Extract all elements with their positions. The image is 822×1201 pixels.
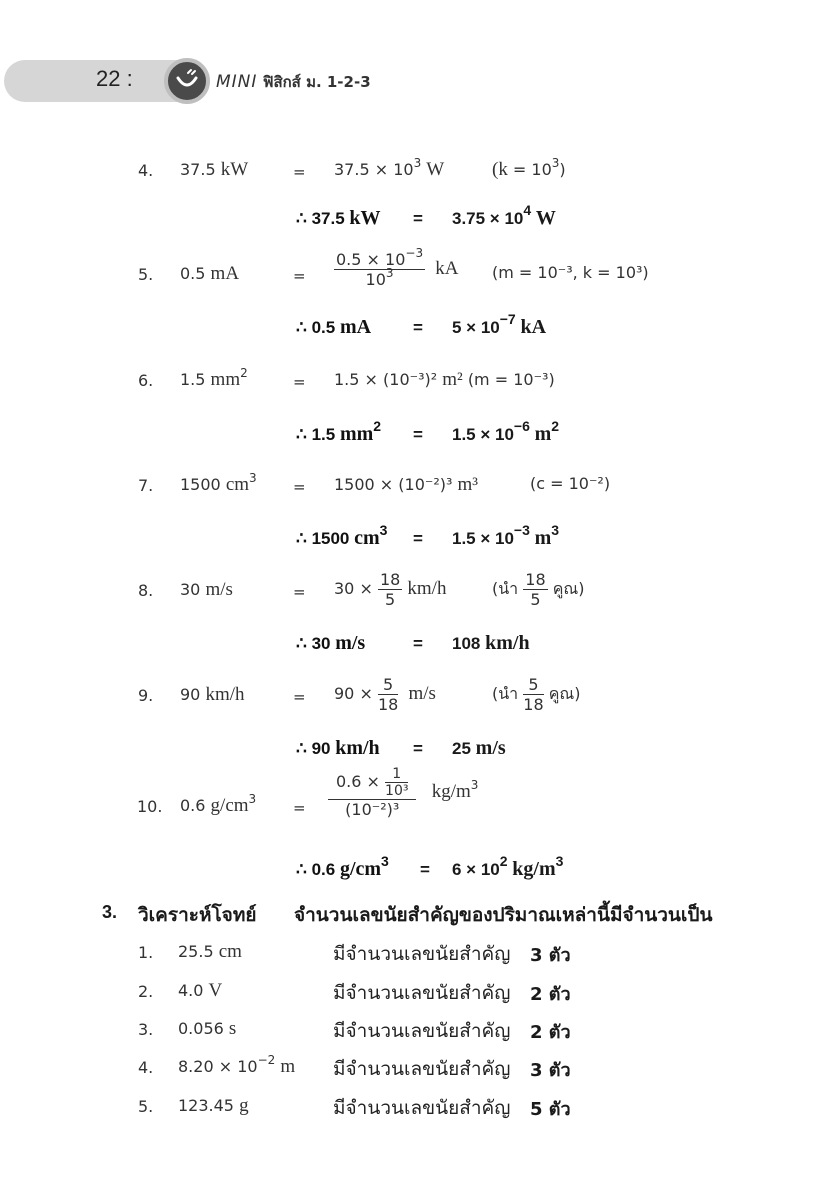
item-label: มีจำนวนเลขนัยสำคัญ [333, 943, 511, 965]
item-lhs: 1.5 $mm^2$ [180, 366, 248, 390]
equals-sign: = [293, 267, 306, 285]
result-value: $3.75 \times 10^4$ W [452, 202, 556, 229]
item-lhs: 30 m/s [180, 579, 233, 600]
item-number: 4. [138, 1058, 154, 1077]
item-count: 5 ตัว [530, 1099, 571, 1120]
item-rhs: $\frac{0.5 \times 10^{-3}}{10^3}$ kA [336, 246, 459, 289]
item-value: 25.5 cm [178, 941, 242, 962]
item-lhs: 37.5 kW [180, 159, 249, 180]
item-number: 2. [138, 982, 154, 1001]
result-lhs: ∴ 0.6 $g/cm^3$ [296, 853, 389, 880]
result-value: $1.5 \times 10^{-6}$ $m^2$ [452, 418, 560, 445]
result-value: $1.5 \times 10^{-3}$ $m^3$ [452, 522, 560, 549]
result-lhs: ∴ 0.5 mA [296, 316, 372, 338]
item-rhs: 0.6 × $\frac{1}{\text{10³}}$ (10⁻²)³ $kg/m^3$ [328, 766, 478, 819]
item-number: 6. [138, 371, 154, 390]
item-note: $(k = 10^3)$ [492, 156, 566, 180]
item-number: 7. [138, 476, 154, 495]
result-equals: = [413, 529, 423, 548]
item-note: (นำ $\frac{5}{18}$ คูณ) [492, 675, 581, 714]
item-count: 2 ตัว [530, 984, 571, 1005]
equals-sign: = [293, 799, 306, 817]
book-title-rest: ฟิสิกส์ ม. 1-2-3 [262, 73, 371, 91]
item-note: (m = 10⁻³, k = 10³) [492, 263, 649, 282]
result-equals: = [413, 634, 423, 653]
section-description: จำนวนเลขนัยสำคัญของปริมาณเหล่านี้มีจำนวนเป็น [294, 904, 713, 926]
item-number: 1. [138, 943, 154, 962]
section-number: 3. [102, 902, 118, 922]
item-number: 8. [138, 581, 154, 600]
item-number: 4. [138, 161, 154, 180]
item-number: 9. [138, 686, 154, 705]
book-title [216, 70, 371, 94]
item-rhs: 90 × $\frac{5}{18}$ m/s [334, 675, 436, 714]
item-lhs: 0.5 mA [180, 263, 240, 284]
book-title-mini: MINI [216, 72, 258, 92]
page-number: 22 : [96, 66, 133, 91]
item-number: 3. [138, 1020, 154, 1039]
result-equals: = [413, 209, 423, 228]
item-label: มีจำนวนเลขนัยสำคัญ [333, 982, 511, 1004]
result-equals: = [413, 739, 423, 758]
result-lhs: ∴ 37.5 kW [296, 207, 381, 229]
item-lhs: 1500 $cm^3$ [180, 471, 257, 495]
section-title: วิเคราะห์โจทย์ [138, 904, 257, 926]
fraction: $\frac{0.5 \times 10^{-3}}{10^3}$ [336, 246, 424, 289]
item-number: 5. [138, 265, 154, 284]
item-note: (นำ $\frac{18}{5}$ คูณ) [492, 570, 585, 609]
fraction: $\frac{18}{5}$ [379, 570, 401, 609]
item-value: $8.20 \times 10^{-2}$ m [178, 1053, 296, 1077]
item-value: 123.45 g [178, 1095, 249, 1116]
item-rhs: $37.5 \times 10^3$ W [334, 156, 445, 180]
result-equals: = [420, 860, 430, 879]
item-label: มีจำนวนเลขนัยสำคัญ [333, 1020, 511, 1042]
item-value: 0.056 s [178, 1018, 237, 1039]
item-rhs: 1.5 × (10⁻³)² m² (m = 10⁻³) [334, 369, 555, 390]
result-value: 108 km/h [452, 632, 530, 654]
item-number: 5. [138, 1097, 154, 1116]
result-value: 25 m/s [452, 737, 506, 759]
equals-sign: = [293, 478, 306, 496]
item-label: มีจำนวนเลขนัยสำคัญ [333, 1097, 511, 1119]
item-count: 3 ตัว [530, 945, 571, 966]
item-note: (c = 10⁻²) [530, 474, 611, 493]
item-label: มีจำนวนเลขนัยสำคัญ [333, 1058, 511, 1080]
result-equals: = [413, 425, 423, 444]
result-value: $5 \times 10^{-7}$ kA [452, 311, 547, 338]
equals-sign: = [293, 373, 306, 391]
result-lhs: ∴ 30 m/s [296, 632, 366, 654]
result-lhs: ∴ 1500 $cm^3$ [296, 522, 388, 549]
compound-fraction: 0.6 × $\frac{1}{\text{10³}}$ (10⁻²)³ [328, 766, 416, 819]
smiley-face-icon [164, 58, 210, 104]
equals-sign: = [293, 163, 306, 181]
result-lhs: ∴ 1.5 $mm^2$ [296, 418, 382, 445]
equals-sign: = [293, 583, 306, 601]
result-equals: = [413, 318, 423, 337]
equals-sign: = [293, 688, 306, 706]
item-number: 10. [137, 797, 163, 816]
item-count: 2 ตัว [530, 1022, 571, 1043]
item-rhs: 30 × $\frac{18}{5}$ km/h [334, 570, 447, 609]
item-count: 3 ตัว [530, 1060, 571, 1081]
fraction: $\frac{5}{18}$ [377, 675, 399, 714]
header-page-tab [4, 60, 184, 102]
item-lhs: 0.6 $g/cm^3$ [180, 792, 257, 816]
item-value: 4.0 V [178, 980, 223, 1001]
result-value: $6 \times 10^2$ $kg/m^3$ [452, 853, 564, 880]
item-lhs: 90 km/h [180, 684, 245, 705]
result-lhs: ∴ 90 km/h [296, 737, 380, 759]
item-rhs: 1500 × (10⁻²)³ m³ [334, 474, 478, 495]
